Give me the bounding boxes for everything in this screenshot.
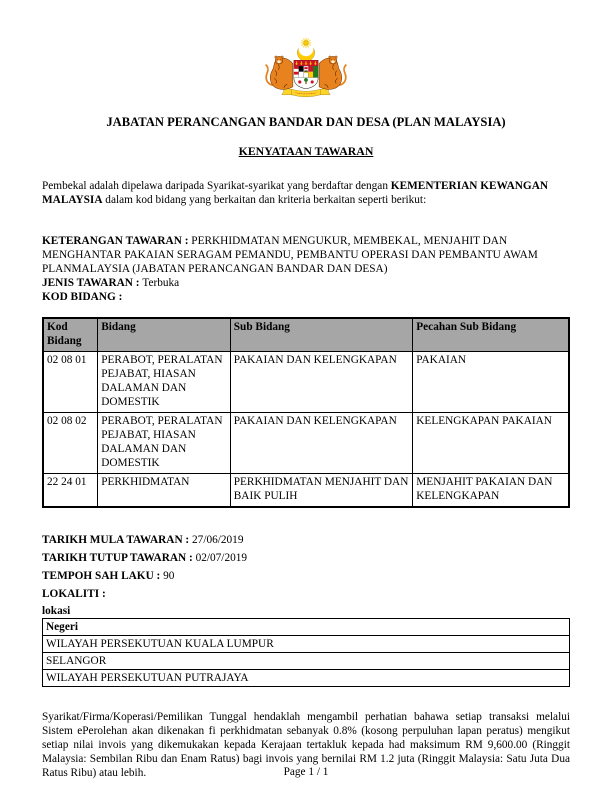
tempoh-sah-laku-value: 90 — [163, 570, 175, 582]
table-cell: MENJAHIT PAKAIAN DAN KELENGKAPAN — [413, 474, 569, 508]
tarikh-mula-value: 27/06/2019 — [192, 534, 244, 546]
table-cell: PAKAIAN DAN KELENGKAPAN — [230, 352, 413, 413]
lokaliti-line — [42, 585, 570, 603]
intro-text-before: Pembekal adalah dipelawa daripada Syarikat-syarikat yang berdaftar dengan — [42, 180, 391, 192]
table-row — [43, 352, 569, 413]
tender-info-section — [42, 234, 570, 304]
table-row — [43, 413, 569, 474]
table-cell: PAKAIAN — [413, 352, 569, 413]
negeri-cell: WILAYAH PERSEKUTUAN KUALA LUMPUR — [43, 636, 570, 653]
malaysia-coat-of-arms-logo — [254, 36, 358, 101]
table-cell: PERABOT, PERALATAN PEJABAT, HIASAN DALAMAN DAN DOMESTIK — [98, 413, 231, 474]
table-cell: PERABOT, PERALATAN PEJABAT, HIASAN DALAMAN DAN DOMESTIK — [98, 352, 231, 413]
negeri-header: Negeri — [43, 619, 570, 636]
document-body — [42, 179, 570, 780]
table-cell: 02 08 02 — [43, 413, 98, 474]
kod-bidang-table — [42, 317, 570, 508]
tarikh-mula-label: TARIKH MULA TAWARAN : — [42, 534, 193, 546]
logo-container — [0, 0, 612, 105]
negeri-table — [42, 618, 570, 687]
tender-dates-section — [42, 531, 570, 603]
table-cell: PERKHIDMATAN — [98, 474, 231, 508]
table-header-row — [43, 318, 569, 352]
negeri-header-row — [43, 619, 570, 636]
page-title: JABATAN PERANCANGAN BANDAR DAN DESA (PLAN MALAYSIA) — [106, 115, 506, 129]
table-cell: 22 24 01 — [43, 474, 98, 508]
negeri-row — [43, 653, 570, 670]
intro-paragraph — [42, 179, 570, 207]
keterangan-tawaran-line — [42, 234, 570, 276]
kod-bidang-line — [42, 290, 570, 304]
table-cell: PAKAIAN DAN KELENGKAPAN — [230, 413, 413, 474]
header-kod-bidang: Kod Bidang — [43, 318, 98, 352]
negeri-row — [43, 636, 570, 653]
table-cell: KELENGKAPAN PAKAIAN — [413, 413, 569, 474]
tempoh-sah-laku-label: TEMPOH SAH LAKU : — [42, 570, 164, 582]
table-row — [43, 474, 569, 508]
kod-bidang-label: KOD BIDANG : — [42, 291, 123, 303]
keterangan-tawaran-label: KETERANGAN TAWARAN : — [42, 235, 192, 247]
header-sub-bidang: Sub Bidang — [230, 318, 413, 352]
lokaliti-label: LOKALITI : — [42, 588, 106, 600]
tarikh-tutup-value: 02/07/2019 — [195, 552, 248, 564]
jenis-tawaran-label: JENIS TAWARAN : — [42, 277, 143, 289]
tarikh-mula-line — [42, 531, 570, 549]
tarikh-tutup-line — [42, 549, 570, 567]
eperolehan-notice-paragraph: Syarikat/Firma/Koperasi/Pemilikan Tunggal hendaklah mengambil perhatian bahawa setiap transaksi melalui Sistem ePerolehan akan dikenakan fi perkhidmatan sebanyak 0.8% (kosong perpuluhan lapan peratus) mengikut setiap nilai invois yang dikemukakan kepada Kerajaan tertakluk kepada had maksimum RM 9,600.00 (Ringgit Malaysia: Sembilan Ribu dan Enam Ratus) bagi invois yang bernilai RM 1.2 juta (Ringgit Malaysia: Satu Juta Dua Ratus Ribu) atau lebih. — [42, 711, 570, 779]
tarikh-tutup-label: TARIKH TUTUP TAWARAN : — [42, 552, 196, 564]
page-subtitle: KENYATAAN TAWARAN — [238, 144, 374, 158]
table-cell: 02 08 01 — [43, 352, 98, 413]
jenis-tawaran-line — [42, 276, 570, 290]
intro-text-bold: KEMENTERIAN KEWANGAN MALAYSIA — [42, 180, 549, 206]
jenis-tawaran-value: Terbuka — [142, 277, 180, 289]
lokasi-caption: lokasi — [42, 605, 71, 617]
negeri-row — [43, 670, 570, 687]
tempoh-sah-laku-line — [42, 567, 570, 585]
table-cell: PERKHIDMATAN MENJAHIT DAN BAIK PULIH — [230, 474, 413, 508]
keterangan-tawaran-value: PERKHIDMATAN MENGUKUR, MEMBEKAL, MENJAHIT DAN MENGHANTAR PAKAIAN SERAGAM PEMANDU, PEMBANTU OPERASI DAN PEMBANTU AWAM PLANMALAYSIA (JABATAN PERANCANGAN BANDAR DAN DESA) — [42, 235, 538, 275]
negeri-cell: SELANGOR — [43, 653, 570, 670]
negeri-cell: WILAYAH PERSEKUTUAN PUTRAJAYA — [43, 670, 570, 687]
page-footer: Page 1 / 1 — [283, 766, 329, 778]
header-pecahan-sub-bidang: Pecahan Sub Bidang — [413, 318, 569, 352]
header-bidang: Bidang — [98, 318, 231, 352]
intro-text-after: dalam kod bidang yang berkaitan dan kriteria berkaitan seperti berikut: — [102, 194, 427, 206]
